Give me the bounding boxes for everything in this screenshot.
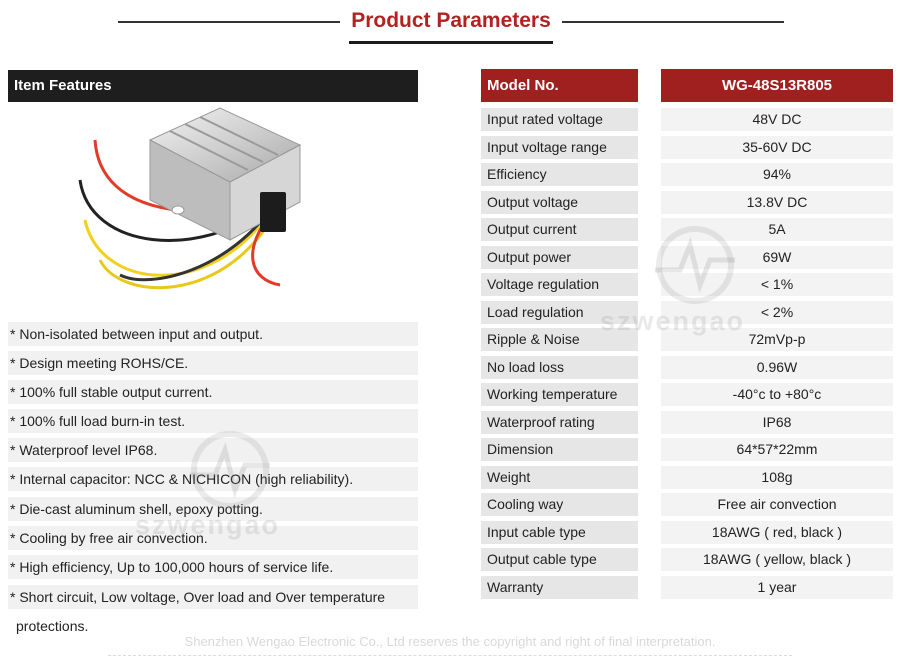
param-name: Output power <box>481 246 638 269</box>
param-value: 48V DC <box>661 108 893 131</box>
watermark-text-left: szwengao <box>135 510 281 540</box>
param-header-name: Model No. <box>481 69 638 102</box>
param-value: 35-60V DC <box>661 136 893 159</box>
param-name: Waterproof rating <box>481 411 638 434</box>
feature-item: * Waterproof level IP68. <box>8 438 418 462</box>
copyright-footer: Shenzhen Wengao Electronic Co., Ltd reserves the copyright and right of final interpretation. <box>184 634 716 649</box>
param-name: No load loss <box>481 356 638 379</box>
param-value: IP68 <box>661 411 893 434</box>
param-name: Weight <box>481 466 638 489</box>
param-name: Ripple & Noise <box>481 328 638 351</box>
param-name: Working temperature <box>481 383 638 406</box>
param-value: 108g <box>661 466 893 489</box>
footer-divider <box>108 655 792 656</box>
feature-item: * Non-isolated between input and output. <box>8 322 418 346</box>
param-value: Free air convection <box>661 493 893 516</box>
param-header-value: WG-48S13R805 <box>661 69 893 102</box>
param-name: Output cable type <box>481 548 638 571</box>
param-name: Output current <box>481 218 638 241</box>
param-name: Load regulation <box>481 301 638 324</box>
product-image <box>60 100 330 310</box>
feature-item: * Internal capacitor: NCC & NICHICON (high reliability). <box>8 467 418 491</box>
feature-continuation: protections. <box>16 618 89 634</box>
param-name: Input rated voltage <box>481 108 638 131</box>
feature-item: * 100% full load burn-in test. <box>8 409 418 433</box>
feature-item: * Design meeting ROHS/CE. <box>8 351 418 375</box>
param-name: Dimension <box>481 438 638 461</box>
param-name: Voltage regulation <box>481 273 638 296</box>
watermark-logo-right <box>640 225 750 305</box>
param-name: Warranty <box>481 576 638 599</box>
param-name: Input voltage range <box>481 136 638 159</box>
param-value: < 2% <box>661 301 893 324</box>
param-value: 1 year <box>661 576 893 599</box>
watermark-text-right: szwengao <box>600 306 746 336</box>
param-value: 0.96W <box>661 356 893 379</box>
param-value: 18AWG ( yellow, black ) <box>661 548 893 571</box>
param-name: Output voltage <box>481 191 638 214</box>
title-divider-left <box>118 21 340 23</box>
feature-item: * 100% full stable output current. <box>8 380 418 404</box>
feature-item: * Cooling by free air convection. <box>8 526 418 550</box>
param-value: 13.8V DC <box>661 191 893 214</box>
feature-item: * Short circuit, Low voltage, Over load and Over temperature <box>8 585 418 609</box>
param-name: Input cable type <box>481 521 638 544</box>
watermark-logo-left <box>175 430 285 510</box>
feature-item: * High efficiency, Up to 100,000 hours of service life. <box>8 555 418 579</box>
page-title: Product Parameters <box>351 9 551 32</box>
title-divider-right <box>562 21 784 23</box>
param-name: Cooling way <box>481 493 638 516</box>
param-value: 72mVp-p <box>661 328 893 351</box>
features-header: Item Features <box>8 70 418 102</box>
param-name: Efficiency <box>481 163 638 186</box>
param-value: 69W <box>661 246 893 269</box>
title-underline <box>349 41 553 44</box>
param-value: 64*57*22mm <box>661 438 893 461</box>
param-value: 94% <box>661 163 893 186</box>
title-area <box>0 0 900 50</box>
param-value: < 1% <box>661 273 893 296</box>
param-value: 18AWG ( red, black ) <box>661 521 893 544</box>
param-value: 5A <box>661 218 893 241</box>
feature-item: * Die-cast aluminum shell, epoxy potting. <box>8 497 418 521</box>
param-value: -40°c to +80°c <box>661 383 893 406</box>
